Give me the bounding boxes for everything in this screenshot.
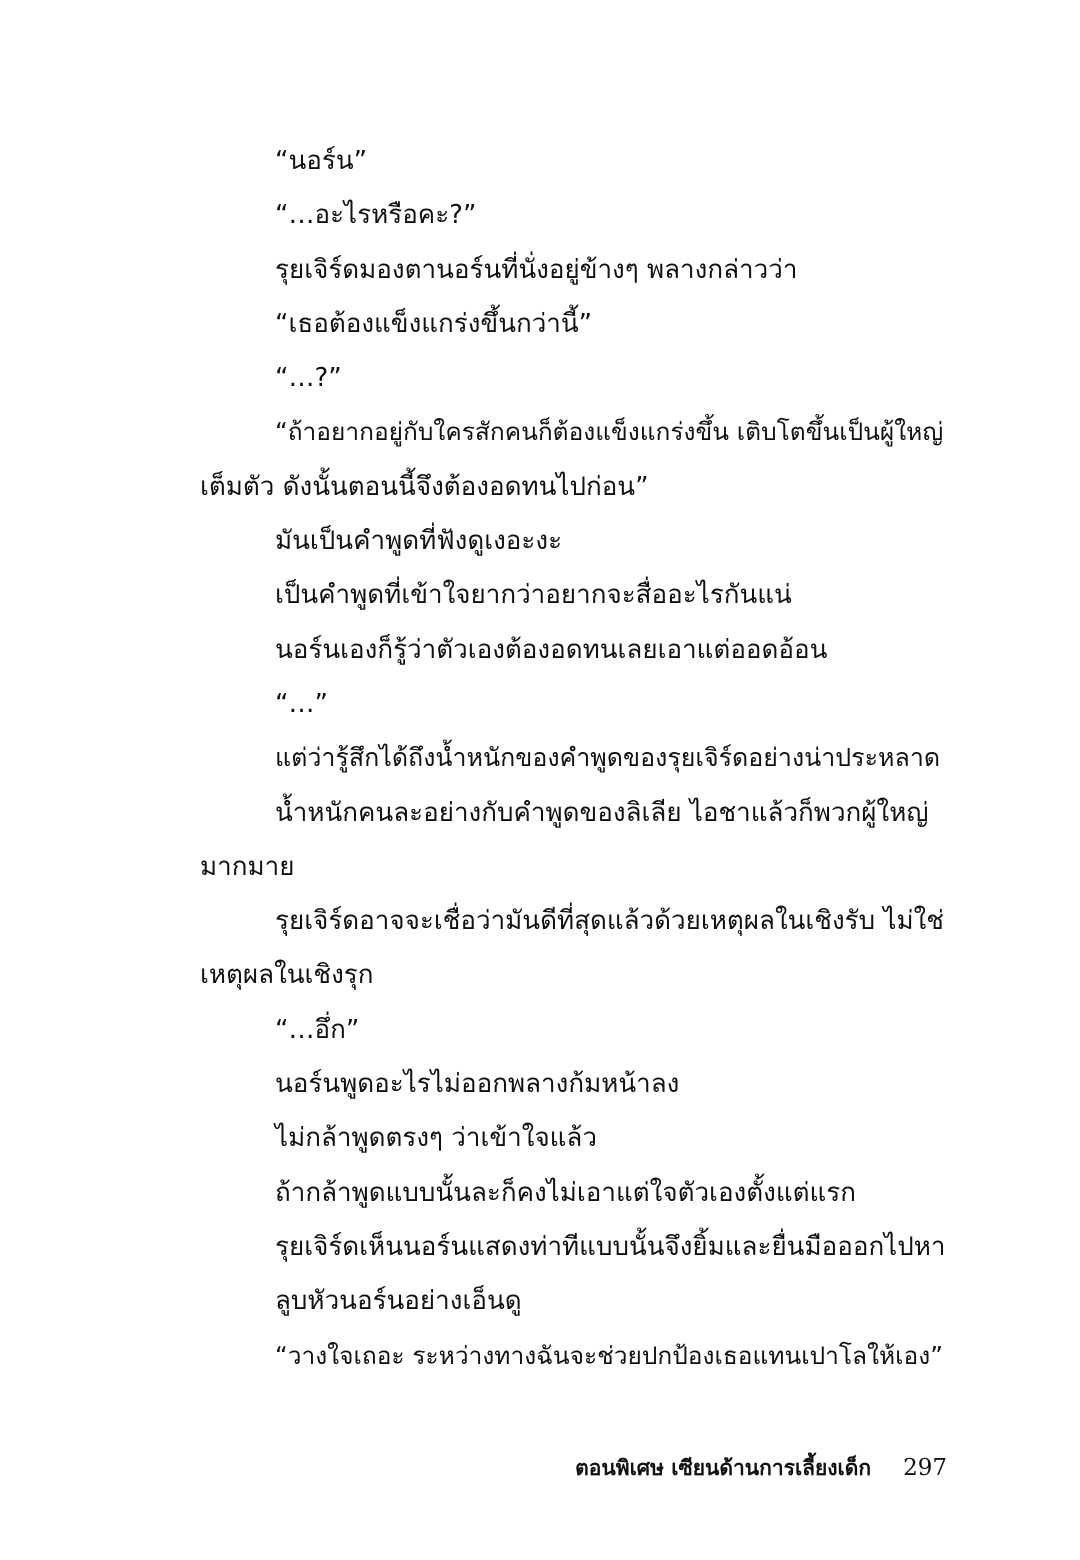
paragraph-line: เหตุผลในเชิงรุก [200,960,374,991]
page-footer [575,1448,947,1488]
paragraph-line: “…?” [275,363,342,394]
paragraph-line: มากมาย [200,851,295,882]
paragraph-line: รุยเจิร์ดเห็นนอร์นแสดงท่าทีแบบนั้นจึงยิ้มและยื่นมือออกไปหา [275,1231,946,1262]
paragraph-line: “เธอต้องแข็งแกร่งขึ้นกว่านี้” [275,308,593,339]
paragraph-line: รุยเจิร์ดอาจจะเชื่อว่ามันดีที่สุดแล้วด้วยเหตุผลในเชิงรับ ไม่ใช่ [275,906,944,937]
paragraph-line: เป็นคำพูดที่เข้าใจยากว่าอยากจะสื่ออะไรกันแน่ [275,580,792,611]
body-text [200,134,950,1383]
paragraph-line: “…อึ่ก” [275,1014,360,1045]
paragraph-line: “…” [275,688,328,719]
paragraph-line: ถ้ากล้าพูดแบบนั้นละก็คงไม่เอาแต่ใจตัวเองตั้งแต่แรก [275,1177,856,1208]
paragraph-line: ไม่กล้าพูดตรงๆ ว่าเข้าใจแล้ว [275,1123,597,1154]
paragraph-line: “วางใจเถอะ ระหว่างทางฉันจะช่วยปกป้องเธอแทนเปาโลให้เอง” [275,1340,943,1370]
paragraph-line: ลูบหัวนอร์นอย่างเอ็นดู [275,1286,522,1317]
paragraph-line: มันเป็นคำพูดที่ฟังดูเงอะงะ [275,526,563,557]
paragraph-line: “…อะไรหรือคะ?” [275,200,477,231]
paragraph-line: นอร์นเองก็รู้ว่าตัวเองต้องอดทนเลยเอาแต่ออดอ้อน [275,634,828,665]
running-title: ตอนพิเศษ เซียนด้านการเลี้ยงเด็ก [575,1456,872,1480]
paragraph-line: “นอร์น” [275,146,368,176]
paragraph-line: รุยเจิร์ดมองตานอร์นที่นั่งอยู่ข้างๆ พลางกล่าวว่า [275,254,798,285]
page-number: 297 [903,1455,947,1481]
paragraph-line: เต็มตัว ดังนั้นตอนนี้จึงต้องอดทนไปก่อน” [200,471,649,502]
paragraph-line: น้ำหนักคนละอย่างกับคำพูดของลิเลีย ไอชาแล้วก็พวกผู้ใหญ่ [275,797,929,828]
paragraph-line: “ถ้าอยากอยู่กับใครสักคนก็ต้องแข็งแกร่งขึ้น เติบโตขึ้นเป็นผู้ใหญ่ [275,417,944,447]
paragraph-line: นอร์นพูดอะไรไม่ออกพลางก้มหน้าลง [275,1069,680,1100]
paragraph-line: แต่ว่ารู้สึกได้ถึงน้ำหนักของคำพูดของรุยเจิร์ดอย่างน่าประหลาด [275,743,941,773]
